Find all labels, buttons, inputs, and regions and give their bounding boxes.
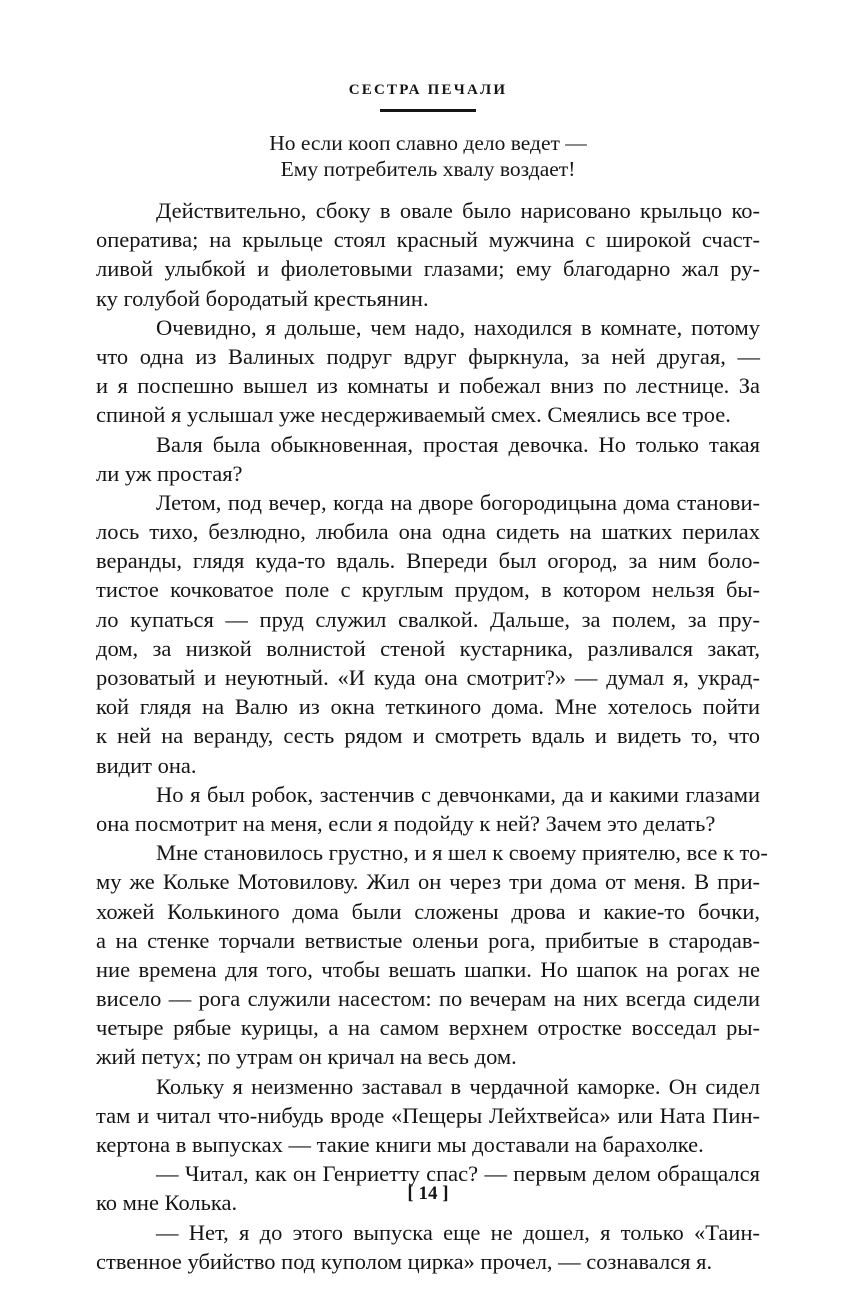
text-line: кой глядя на Валю из окна теткиного дома. Мне хотелось пойти <box>96 694 760 720</box>
text-line: Очевидно, я дольше, чем надо, находился в комнате, потому <box>156 314 760 340</box>
text-line: ливой улыбкой и фиолетовыми глазами; ему благодарно жал ру- <box>96 256 760 282</box>
text-line: ко мне Колька. <box>96 1190 238 1216</box>
text-line: веранды, глядя куда-то вдаль. Впереди был огород, за ним боло- <box>96 548 760 574</box>
text-line: ло купаться — пруд служил свалкой. Дальше, за полем, за пру- <box>96 606 760 632</box>
text-line: ственное убийство под куполом цирка» прочел, — сознавался я. <box>96 1248 713 1274</box>
text-line: оператива; на крыльце стоял красный мужчина с широкой счаст- <box>96 227 760 253</box>
text-line: Кольку я неизменно заставал в чердачной каморке. Он сидел <box>156 1073 760 1099</box>
text-line: хожей Колькиного дома были сложены дрова и какие-то бочки, <box>96 898 760 924</box>
text-line: Валя была обыкновенная, простая девочка. Но только такая <box>156 431 760 457</box>
text-line: — Читал, как он Генриетту спас? — первым делом обращался <box>156 1161 760 1187</box>
text-line: му же Кольке Мотовилову. Жил он через три дома от меня. В при- <box>96 869 760 895</box>
text-line: видит она. <box>96 752 197 778</box>
body-text <box>96 196 768 1276</box>
text-line: тистое кочковатое поле с круглым прудом, в котором нельзя бы- <box>96 577 760 603</box>
text-line: дом, за низкой волнистой стеной кустарника, разливался закат, <box>96 635 760 661</box>
text-line: лось тихо, безлюдно, любила она одна сидеть на шатких перилах <box>96 519 760 545</box>
text-line: — Нет, я до этого выпуска еще не дошел, я только «Таин- <box>156 1219 760 1245</box>
text-line: жий петух; по утрам он кричал на весь дом. <box>96 1044 517 1070</box>
text-line: а на стенке торчали ветвистые оленьи рога, прибитые в стародав- <box>96 927 760 953</box>
text-line: кертона в выпусках — такие книги мы доставали на барахолке. <box>96 1132 704 1157</box>
text-line: ли уж простая? <box>96 460 243 486</box>
text-line: она посмотрит на меня, если я подойду к ней? Зачем это делать? <box>96 810 716 836</box>
epigraph-line: Ему потребитель хвалу воздает! <box>280 157 576 181</box>
text-line: и я поспешно вышел из комнаты и побежал вниз по лестнице. За <box>96 373 760 399</box>
text-line: висело — рога служили насестом: по вечерам на них всегда сидели <box>96 986 760 1012</box>
text-line: четыре рябые курицы, а на самом верхнем отростке восседал ры- <box>96 1015 760 1041</box>
text-line: что одна из Валиных подруг вдруг фыркнула, за ней другая, — <box>96 343 760 369</box>
running-title: СЕСТРА ПЕЧАЛИ <box>348 82 508 98</box>
text-line: Мне становилось грустно, и я шел к своему приятелю, все к то- <box>156 840 768 866</box>
page-number: [ 14 ] <box>407 1183 449 1204</box>
text-line: розоватый и неуютный. «И куда она смотрит?» — думал я, украд- <box>96 665 760 690</box>
text-line: Летом, под вечер, когда на дворе богородицына дома станови- <box>156 489 760 515</box>
text-line: Но я был робок, застенчив с девчонками, да и какими глазами <box>156 781 760 807</box>
text-line: спиной я услышал уже несдерживаемый смех. Смеялись все трое. <box>96 402 731 428</box>
text-line: к ней на веранду, сесть рядом и смотреть вдаль и видеть то, что <box>96 723 760 749</box>
text-line: там и читал что-нибудь вроде «Пещеры Лейхтвейса» или Ната Пин- <box>96 1102 760 1128</box>
text-line: ние времена для того, чтобы вешать шапки. Но шапок на рогах не <box>96 956 760 982</box>
text-line: ку голубой бородатый крестьянин. <box>96 285 429 311</box>
header-rule <box>380 109 476 112</box>
text-line: Действительно, сбоку в овале было нарисовано крыльцо ко- <box>156 198 760 223</box>
epigraph-line: Но если кооп славно дело ведет — <box>269 131 587 155</box>
epigraph <box>0 130 856 182</box>
